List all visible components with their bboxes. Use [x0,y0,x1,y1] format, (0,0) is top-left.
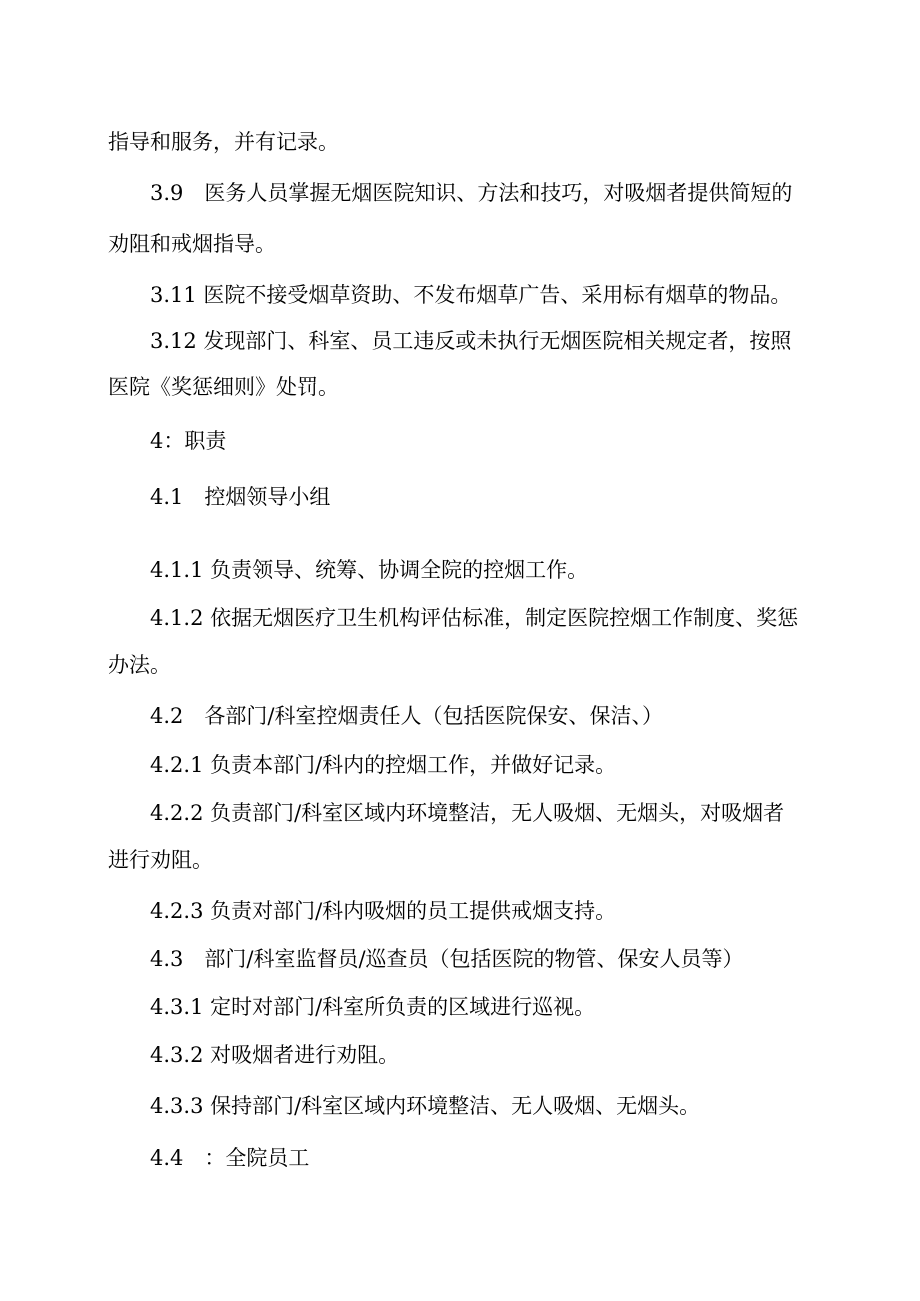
clause-3-11: 3.11 医院不接受烟草资助、不发布烟草广告、采用标有烟草的物品。 [150,283,792,307]
clause-4-2-1: 4.2.1 负责本部门/科内的控烟工作，并做好记录。 [150,753,617,777]
clause-4-2-3: 4.2.3 负责对部门/科内吸烟的员工提供戒烟支持。 [150,899,617,923]
clause-4-3-2: 4.3.2 对吸烟者进行劝阻。 [150,1043,400,1067]
clause-4-1-1: 4.1.1 负责领导、统筹、协调全院的控烟工作。 [150,558,589,582]
section-4-1-heading: 4.1 控烟领导小组 [150,485,331,509]
section-4-2-heading: 4.2 各部门/科室控烟责任人（包括医院保安、保洁、） [150,704,663,728]
clause-4-3-1: 4.3.1 定时对部门/科室所负责的区域进行巡视。 [150,995,596,1019]
clause-3-9: 3.9 医务人员掌握无烟医院知识、方法和技巧，对吸烟者提供简短的 [150,181,793,205]
clause-3-12-continuation: 医院《奖惩细则》处罚。 [108,375,339,399]
section-4-4-heading: 4.4 ：全院员工 [150,1146,310,1170]
section-4-heading: 4：职责 [150,429,227,453]
clause-4-1-2-continuation: 办法。 [108,653,171,677]
paragraph-continuation: 指导和服务，并有记录。 [108,130,339,154]
clause-3-12: 3.12 发现部门、科室、员工违反或未执行无烟医院相关规定者，按照 [150,329,792,353]
section-4-3-heading: 4.3 部门/科室监督员/巡查员（包括医院的物管、保安人员等） [150,947,744,971]
clause-3-9-continuation: 劝阻和戒烟指导。 [108,232,276,256]
clause-4-3-3: 4.3.3 保持部门/科室区域内环境整洁、无人吸烟、无烟头。 [150,1094,701,1118]
clause-4-2-2: 4.2.2 负责部门/科室区域内环境整洁，无人吸烟、无烟头，对吸烟者 [150,801,785,825]
clause-4-1-2: 4.1.2 依据无烟医疗卫生机构评估标准，制定医院控烟工作制度、奖惩 [150,606,799,630]
clause-4-2-2-continuation: 进行劝阻。 [108,848,213,872]
